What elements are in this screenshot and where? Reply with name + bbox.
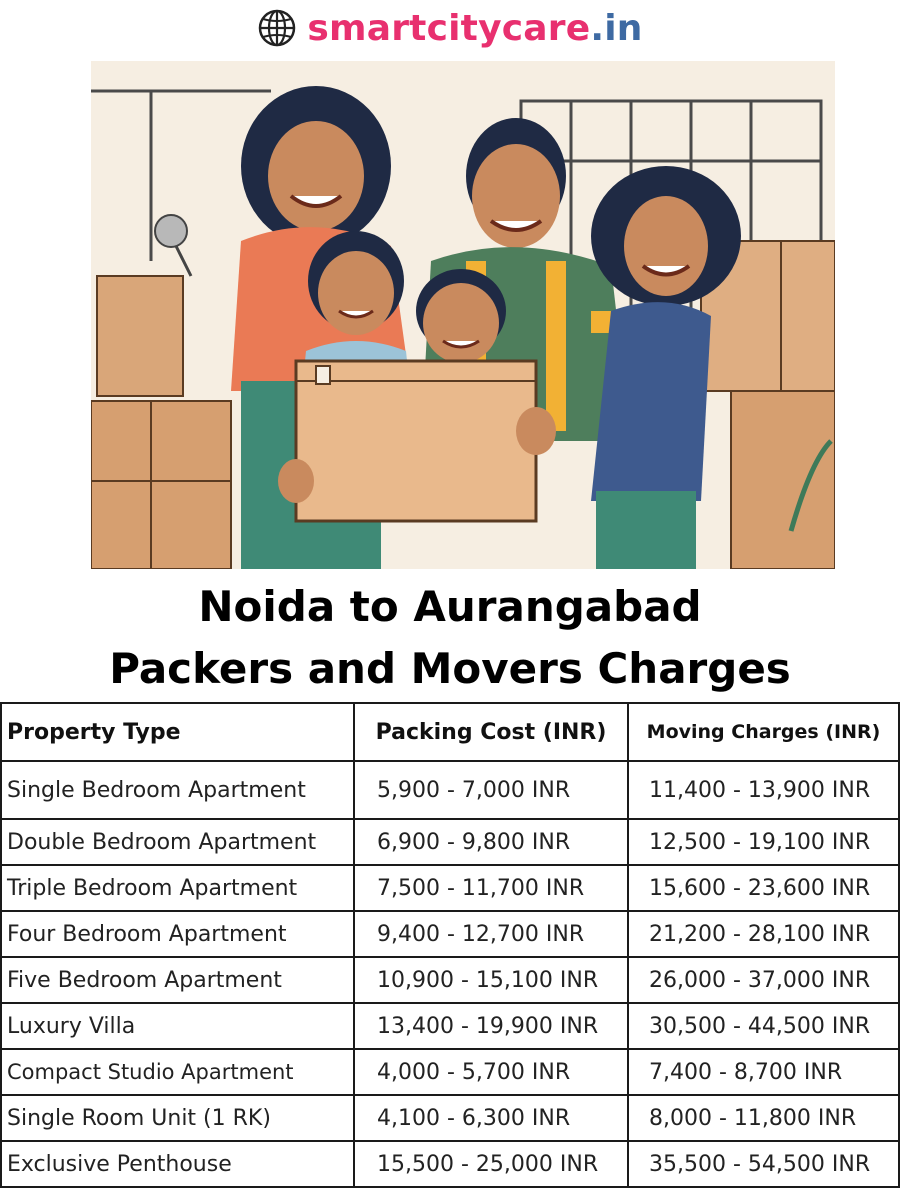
globe-icon bbox=[257, 8, 297, 48]
table-row bbox=[1, 1003, 899, 1049]
packing-cost-cell: 13,400 - 19,900 INR bbox=[354, 1003, 628, 1049]
moving-charges-cell: 21,200 - 28,100 INR bbox=[628, 911, 899, 957]
packing-cost-cell: 4,000 - 5,700 INR bbox=[354, 1049, 628, 1095]
property-type-cell: Compact Studio Apartment bbox=[1, 1049, 354, 1095]
packing-cost-cell: 6,900 - 9,800 INR bbox=[354, 819, 628, 865]
family-moving-illustration bbox=[91, 61, 835, 569]
brand-name-tld: .in bbox=[590, 7, 643, 49]
table-row bbox=[1, 1049, 899, 1095]
packing-cost-cell: 10,900 - 15,100 INR bbox=[354, 957, 628, 1003]
moving-charges-cell: 7,400 - 8,700 INR bbox=[628, 1049, 899, 1095]
property-type-cell: Single Room Unit (1 RK) bbox=[1, 1095, 354, 1141]
table-row bbox=[1, 911, 899, 957]
moving-charges-cell: 8,000 - 11,800 INR bbox=[628, 1095, 899, 1141]
brand-name-main: smartcitycare bbox=[307, 7, 591, 49]
moving-charges-cell: 15,600 - 23,600 INR bbox=[628, 865, 899, 911]
table-row bbox=[1, 957, 899, 1003]
property-type-cell: Triple Bedroom Apartment bbox=[1, 865, 354, 911]
packing-cost-cell: 4,100 - 6,300 INR bbox=[354, 1095, 628, 1141]
title-line-1: Noida to Aurangabad bbox=[198, 582, 702, 631]
title-line-2: Packers and Movers Charges bbox=[109, 644, 791, 693]
page-title bbox=[0, 576, 900, 700]
moving-charges-cell: 35,500 - 54,500 INR bbox=[628, 1141, 899, 1187]
brand-name bbox=[307, 8, 642, 49]
column-header-packing-cost: Packing Cost (INR) bbox=[354, 703, 628, 761]
property-type-cell: Double Bedroom Apartment bbox=[1, 819, 354, 865]
moving-charges-cell: 12,500 - 19,100 INR bbox=[628, 819, 899, 865]
property-type-cell: Four Bedroom Apartment bbox=[1, 911, 354, 957]
packing-cost-cell: 7,500 - 11,700 INR bbox=[354, 865, 628, 911]
table-row bbox=[1, 819, 899, 865]
moving-charges-cell: 30,500 - 44,500 INR bbox=[628, 1003, 899, 1049]
table-row bbox=[1, 1141, 899, 1187]
property-type-cell: Five Bedroom Apartment bbox=[1, 957, 354, 1003]
column-header-property-type: Property Type bbox=[1, 703, 354, 761]
property-type-cell: Single Bedroom Apartment bbox=[1, 761, 354, 819]
table-header-row bbox=[1, 703, 899, 761]
column-header-moving-charges: Moving Charges (INR) bbox=[628, 703, 899, 761]
charges-table bbox=[0, 702, 900, 1188]
table-row bbox=[1, 1095, 899, 1141]
table-row bbox=[1, 865, 899, 911]
property-type-cell: Luxury Villa bbox=[1, 1003, 354, 1049]
packing-cost-cell: 15,500 - 25,000 INR bbox=[354, 1141, 628, 1187]
property-type-cell: Exclusive Penthouse bbox=[1, 1141, 354, 1187]
moving-charges-cell: 11,400 - 13,900 INR bbox=[628, 761, 899, 819]
packing-cost-cell: 9,400 - 12,700 INR bbox=[354, 911, 628, 957]
table-row bbox=[1, 761, 899, 819]
moving-charges-cell: 26,000 - 37,000 INR bbox=[628, 957, 899, 1003]
packing-cost-cell: 5,900 - 7,000 INR bbox=[354, 761, 628, 819]
brand-header bbox=[0, 0, 900, 56]
